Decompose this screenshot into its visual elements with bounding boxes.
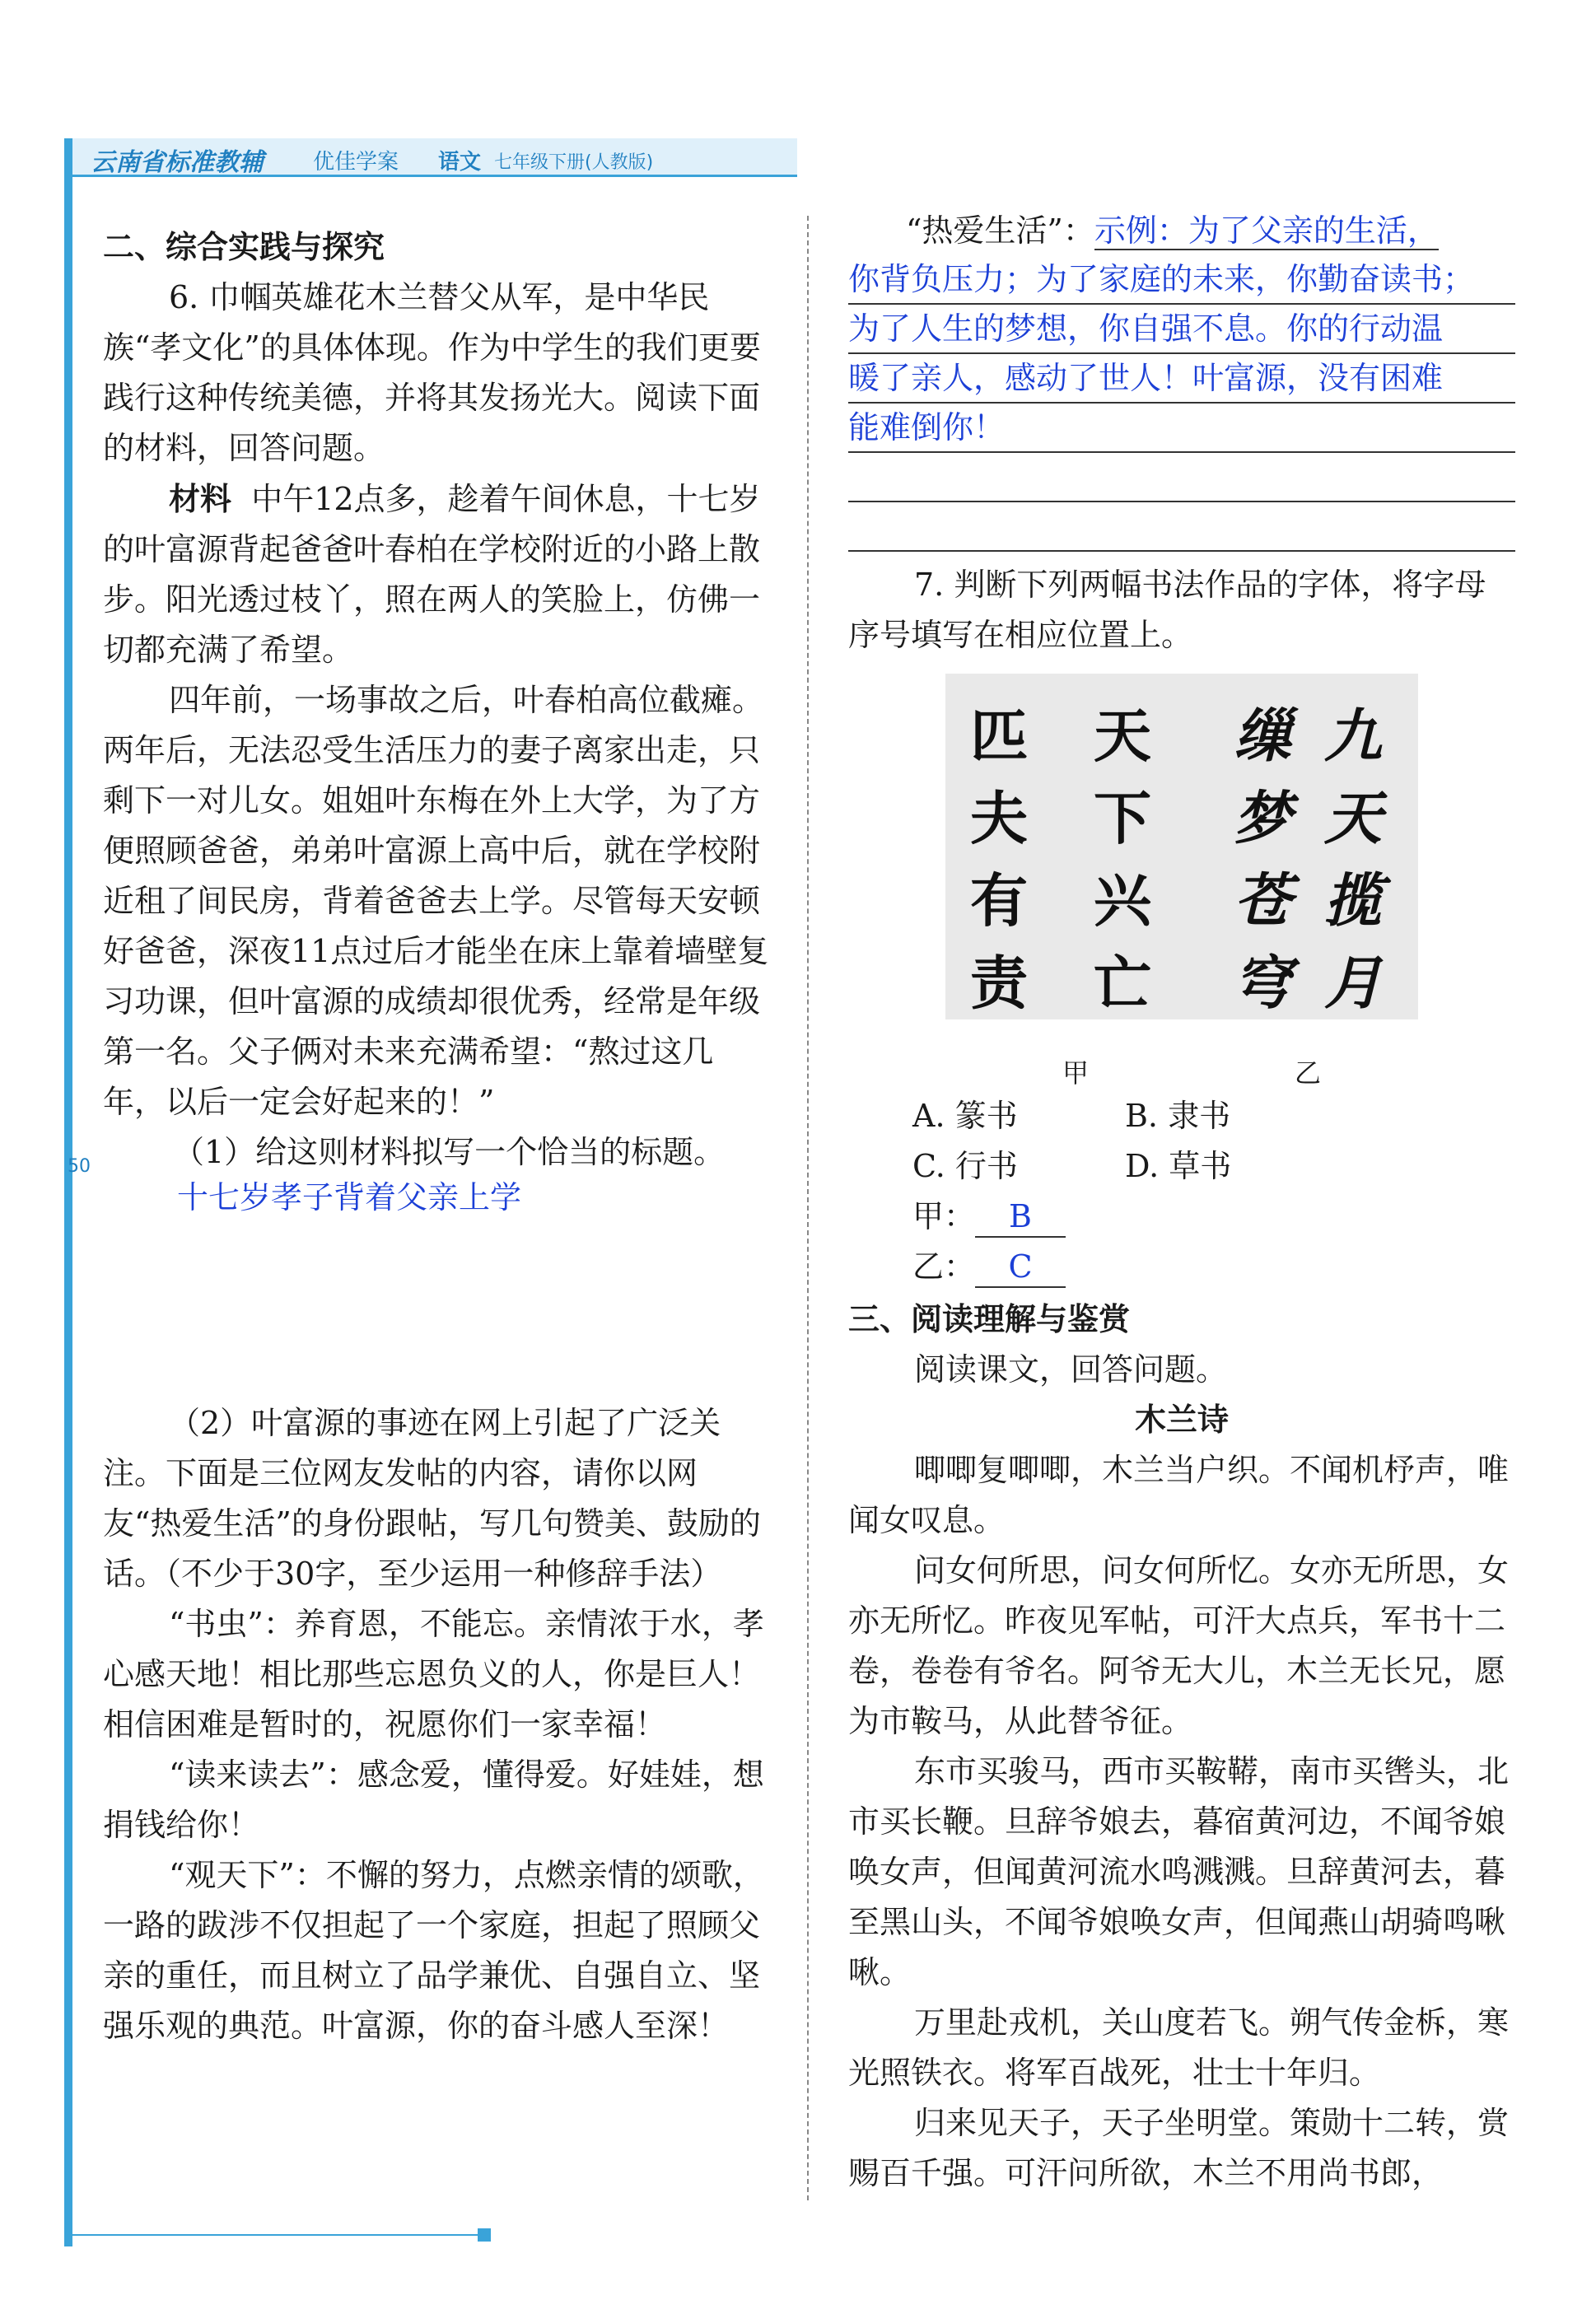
sub1-answer: 十七岁孝子背着父亲上学 xyxy=(177,1179,522,1215)
left-column xyxy=(103,222,770,2051)
answer-line-7 xyxy=(848,502,1515,552)
yi-char-1: 九 xyxy=(1324,702,1382,770)
jia-char-2: 下 xyxy=(1094,784,1151,852)
poem-stanza-5: 归来见天子，天子坐明堂。策勋十二转，赏赐百千强。可汗问所欲，木兰不用尚书郎， xyxy=(848,2105,1510,2191)
footer-marker xyxy=(478,2228,491,2242)
sub2-question: （2）叶富源的事迹在网上引起了广泛关注。下面是三位网友发帖的内容，请你以网友“热爱生活”的身份跟帖，写几句赞美、鼓励的话。（不少于30字，至少运用一种修辞手法） xyxy=(103,1405,761,1592)
yi-char-5: 缫 xyxy=(1234,702,1291,770)
option-a: A. 篆书 xyxy=(912,1098,1018,1134)
calligraphy-image xyxy=(945,674,1418,1019)
material-p1 xyxy=(103,474,770,675)
jia-char-3: 兴 xyxy=(1094,866,1151,935)
jia-char-5: 匹 xyxy=(970,702,1028,770)
jia-char-1: 天 xyxy=(1094,702,1151,770)
left-margin-bar xyxy=(64,138,72,2246)
yi-char-7: 苍 xyxy=(1234,866,1291,935)
jia-char-4: 亡 xyxy=(1094,949,1151,1017)
options-row-2 xyxy=(912,1141,1489,1192)
reply-text-3: 为了人生的梦想，你自强不息。你的行动温 xyxy=(848,305,1515,354)
q7-text: 7. 判断下列两幅书法作品的字体，将字母序号填写在相应位置上。 xyxy=(848,567,1486,653)
material-text-1: 中午12点多，趁着午间休息，十七岁的叶富源背起爸爸叶春柏在学校附近的小路上散步。阳光透过枝丫，照在两人的笑脸上，仿佛一切都充满了希望。 xyxy=(103,481,761,668)
poem-stanza-4: 万里赴戎机，关山度若飞。朔气传金柝，寒光照铁衣。将军百战死，壮士十年归。 xyxy=(848,2004,1510,2091)
section-2-heading: 二、综合实践与探究 xyxy=(103,229,385,265)
poem-stanza-1: 唧唧复唧唧，木兰当户织。不闻机杼声，唯闻女叹息。 xyxy=(848,1452,1510,1538)
column-divider xyxy=(807,216,809,2200)
answer-space xyxy=(103,1217,770,1398)
header-grade: 七年级下册(人教版) xyxy=(494,152,654,173)
caption-jia: 甲 xyxy=(1062,1057,1090,1089)
yi-char-3: 揽 xyxy=(1324,866,1382,935)
jia-char-6: 夫 xyxy=(970,784,1028,852)
caption-yi: 乙 xyxy=(1295,1057,1322,1089)
jia-label: 甲： xyxy=(912,1198,976,1234)
header-series: 优佳学案 xyxy=(313,150,399,175)
reply-text-4: 暖了亲人，感动了世人！叶富源，没有困难 xyxy=(848,354,1515,404)
material-label: 材料 xyxy=(169,480,232,517)
sub1-question: （1）给这则材料拟写一个恰当的标题。 xyxy=(173,1134,726,1170)
options-block xyxy=(912,1091,1489,1292)
section-3 xyxy=(848,1295,1515,2199)
option-b: B. 隶书 xyxy=(1125,1098,1231,1134)
option-d: D. 草书 xyxy=(1125,1148,1232,1184)
poem-title: 木兰诗 xyxy=(1134,1402,1229,1438)
section-3-heading: 三、阅读理解与鉴赏 xyxy=(848,1301,1131,1337)
reply-text-1: 示例：为了父亲的生活， xyxy=(1094,212,1439,249)
jia-char-7: 有 xyxy=(970,866,1028,935)
options-row-1 xyxy=(912,1091,1489,1141)
read-intro: 阅读课文，回答问题。 xyxy=(914,1351,1228,1388)
post-guantianxia: “观天下”：不懈的努力，点燃亲情的颂歌，一路的跋涉不仅担起了一个家庭，担起了照顾父亲的重任，而且树立了品学兼优、自强自立、坚强乐观的典范。叶富源，你的奋斗感人至深！ xyxy=(103,1857,764,2044)
yi-label: 乙： xyxy=(912,1248,976,1285)
yi-answer-row xyxy=(912,1242,1489,1292)
jia-answer-row xyxy=(912,1192,1489,1242)
header-title: 云南省标准教辅 xyxy=(91,148,264,177)
post-bookworm: “书虫”：养育恩，不能忘。亲情浓于水，孝心感天地！相比那些忘恩负义的人，你是巨人！相信困难是暂时的，祝愿你们一家幸福！ xyxy=(103,1606,764,1742)
reply-text-5: 能难倒你！ xyxy=(848,404,1515,453)
reply-label: “热爱生活”： xyxy=(906,212,1094,249)
poem-stanza-2: 问女何所思，问女何所忆。女亦无所思，女亦无所忆。昨夜见军帖，可汗大点兵，军书十二卷，卷卷有爷名。阿爷无大儿，木兰无长兄，愿为市鞍马，从此替爷征。 xyxy=(848,1552,1510,1739)
jia-answer: B xyxy=(975,1197,1066,1238)
material-p2: 四年前，一场事故之后，叶春柏高位截瘫。两年后，无法忍受生活压力的妻子离家出走，只剩下一对儿女。姐姐叶东梅在外上大学，为了方便照顾爸爸，弟弟叶富源上高中后，就在学校附近租了间民房，背着爸爸去上学。尽管每天安顿好爸爸，深夜11点过后才能坐在床上靠着墙壁复习功课，但叶富源的成绩却很优秀，经常是年级第一名。父子俩对未来充满希望：“熬过这几年，以后一定会好起来的！” xyxy=(103,682,769,1120)
reply-text-2: 你背负压力；为了家庭的未来，你勤奋读书； xyxy=(848,255,1515,305)
q6-intro: 6. 巾帼英雄花木兰替父从军，是中华民族“孝文化”的具体体现。作为中学生的我们更要践行这种传统美德，并将其发扬光大。阅读下面的材料，回答问题。 xyxy=(103,279,761,466)
option-c: C. 行书 xyxy=(912,1148,1018,1184)
yi-char-2: 天 xyxy=(1324,784,1382,852)
yi-char-8: 穹 xyxy=(1234,949,1291,1017)
yi-char-6: 梦 xyxy=(1234,784,1291,852)
yi-answer: C xyxy=(975,1247,1066,1288)
yi-char-4: 月 xyxy=(1324,949,1382,1017)
right-column xyxy=(848,206,1515,660)
answer-line-6 xyxy=(848,453,1515,502)
post-duloaidu: “读来读去”：感念爱，懂得爱。好娃娃，想捐钱给你！ xyxy=(103,1756,764,1843)
reply-line-1 xyxy=(848,206,1515,255)
footer-rule xyxy=(72,2234,484,2236)
page-number: 50 xyxy=(68,1156,91,1177)
poem-stanza-3: 东市买骏马，西市买鞍鞯，南市买辔头，北市买长鞭。旦辞爷娘去，暮宿黄河边，不闻爷娘唤女声，但闻黄河流水鸣溅溅。旦辞黄河去，暮至黑山头，不闻爷娘唤女声，但闻燕山胡骑鸣啾啾。 xyxy=(848,1753,1510,1990)
header-subject: 语文 xyxy=(438,150,482,175)
jia-char-8: 责 xyxy=(970,949,1028,1017)
